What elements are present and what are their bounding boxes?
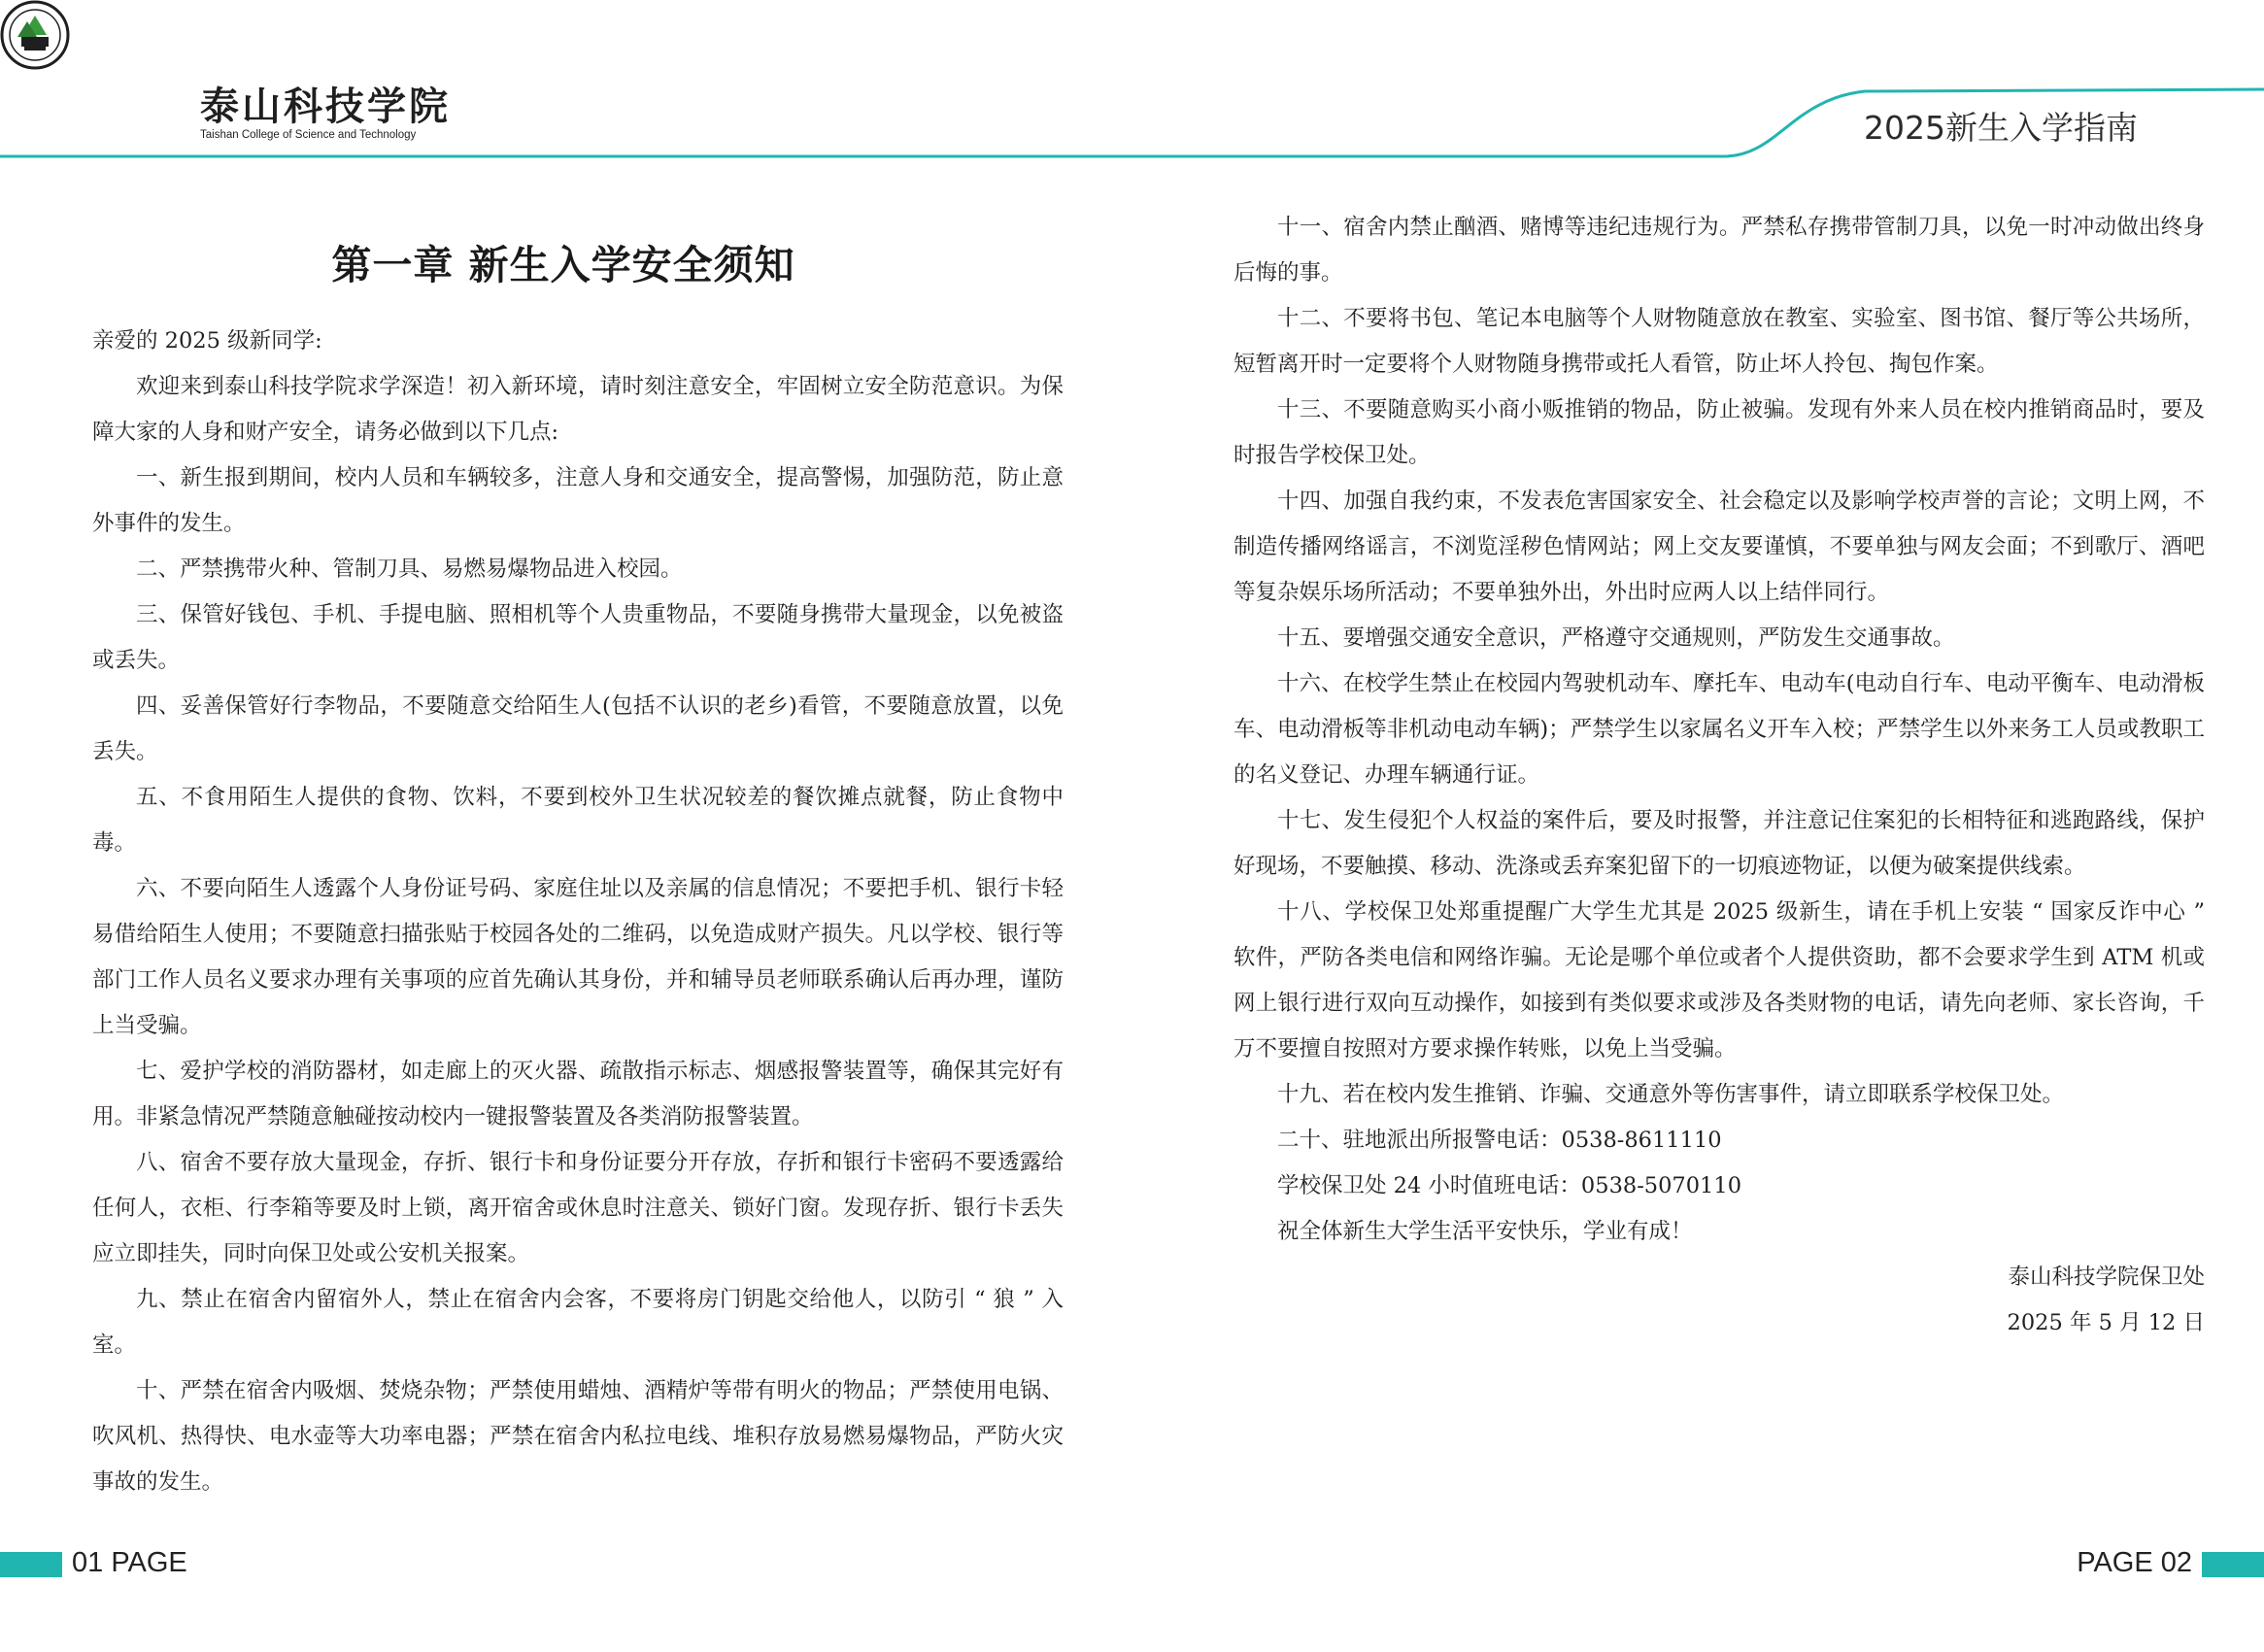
paragraph: 十四、加强自我约束，不发表危害国家安全、社会稳定以及影响学校声誉的言论；文明上网，不制造传播网络谣言，不浏览淫秽色情网站；网上交友要谨慎，不要单独与网友会面；不到歌厅、酒吧等复杂娱乐场所活动；不要单独外出，外出时应两人以上结伴同行。 bbox=[1233, 489, 2205, 605]
school-name-cn: 泰山科技学院 bbox=[200, 84, 451, 129]
paragraph: 二、严禁携带火种、管制刀具、易燃易爆物品进入校园。 bbox=[136, 556, 683, 582]
school-name-en: Taishan College of Science and Technology bbox=[200, 129, 417, 141]
paragraph: 九、禁止在宿舍内留宿外人，禁止在宿舍内会客，不要将房门钥匙交给他人，以防引 “ 狼 ” 入室。 bbox=[92, 1287, 1064, 1358]
paragraph: 十九、若在校内发生推销、诈骗、交通意外等伤害事件，请立即联系学校保卫处。 bbox=[1277, 1082, 2065, 1107]
page-number-left: 01 PAGE bbox=[72, 1547, 187, 1578]
school-seal-icon bbox=[0, 0, 70, 70]
right-text-column bbox=[1233, 205, 2205, 1346]
footer-accent-bar-right bbox=[2202, 1552, 2264, 1577]
paragraph: 十三、不要随意购买小商小贩推销的物品，防止被骗。发现有外来人员在校内推销商品时，要及时报告学校保卫处。 bbox=[1233, 397, 2205, 468]
paragraph: 十、严禁在宿舍内吸烟、焚烧杂物；严禁使用蜡烛、酒精炉等带有明火的物品；严禁使用电锅、吹风机、热得快、电水壶等大功率电器；严禁在宿舍内私拉电线、堆积存放易燃易爆物品，严防火灾事故的发生。 bbox=[92, 1378, 1064, 1495]
hotline-police: 二十、驻地派出所报警电话：0538-8611110 bbox=[1277, 1128, 1722, 1153]
footer-accent-bar-left bbox=[0, 1552, 62, 1577]
paragraph: 十五、要增强交通安全意识，严格遵守交通规则，严防发生交通事故。 bbox=[1277, 625, 1955, 651]
paragraph: 三、保管好钱包、手机、手提电脑、照相机等个人贵重物品，不要随身携带大量现金，以免被盗或丢失。 bbox=[92, 602, 1064, 673]
paragraph: 八、宿舍不要存放大量现金，存折、银行卡和身份证要分开存放，存折和银行卡密码不要透露给任何人，衣柜、行李箱等要及时上锁，离开宿舍或休息时注意关、锁好门窗。发现存折、银行卡丢失应立即挂失，同时向保卫处或公安机关报案。 bbox=[92, 1150, 1064, 1266]
paragraph: 七、爱护学校的消防器材，如走廊上的灭火器、疏散指示标志、烟感报警装置等，确保其完好有用。非紧急情况严禁随意触碰按动校内一键报警装置及各类消防报警装置。 bbox=[92, 1059, 1064, 1129]
chapter-title: 第一章 新生入学安全须知 bbox=[331, 242, 795, 289]
signature: 泰山科技学院保卫处 bbox=[2008, 1264, 2205, 1290]
paragraph: 一、新生报到期间，校内人员和车辆较多，注意人身和交通安全，提高警惕，加强防范，防止意外事件的发生。 bbox=[92, 465, 1064, 536]
paragraph: 十七、发生侵犯个人权益的案件后，要及时报警，并注意记住案犯的长相特征和逃跑路线，保护好现场，不要触摸、移动、洗涤或丢弃案犯留下的一切痕迹物证，以便为破案提供线索。 bbox=[1233, 808, 2205, 879]
page-header bbox=[0, 0, 2264, 170]
date: 2025 年 5 月 12 日 bbox=[2007, 1310, 2205, 1335]
paragraph: 十一、宿舍内禁止酗酒、赌博等违纪违规行为。严禁私存携带管制刀具，以免一时冲动做出终身后悔的事。 bbox=[1233, 215, 2205, 286]
closing-wish: 祝全体新生大学生活平安快乐，学业有成！ bbox=[1277, 1219, 1693, 1244]
paragraph: 六、不要向陌生人透露个人身份证号码、家庭住址以及亲属的信息情况；不要把手机、银行卡轻易借给陌生人使用；不要随意扫描张贴于校园各处的二维码，以免造成财产损失。凡以学校、银行等部门工作人员名义要求办理有关事项的应首先确认其身份，并和辅导员老师联系确认后再办理，谨防上当受骗。 bbox=[92, 876, 1064, 1038]
paragraph: 欢迎来到泰山科技学院求学深造！初入新环境，请时刻注意安全，牢固树立安全防范意识。为保障大家的人身和财产安全，请务必做到以下几点: bbox=[92, 374, 1064, 445]
paragraph: 五、不食用陌生人提供的食物、饮料，不要到校外卫生状况较差的餐饮摊点就餐，防止食物中毒。 bbox=[92, 785, 1064, 856]
page-number-right: PAGE 02 bbox=[2077, 1547, 2192, 1578]
paragraph: 十八、学校保卫处郑重提醒广大学生尤其是 2025 级新生，请在手机上安装 “ 国家反诈中心 ” 软件，严防各类电信和网络诈骗。无论是哪个单位或者个人提供资助，都不会要求学生到 ATM 机或网上银行进行双向互动操作，如接到有类似要求或涉及各类财物的电话，请先向老师、家长咨询，千万不要擅自按照对方要求操作转账，以免上当受骗。 bbox=[1233, 899, 2205, 1062]
hotline-security: 学校保卫处 24 小时值班电话：0538-5070110 bbox=[1277, 1173, 1742, 1198]
greeting: 亲爱的 2025 级新同学: bbox=[92, 328, 322, 354]
guide-title: 2025新生入学指南 bbox=[1864, 109, 2138, 147]
paragraph: 四、妥善保管好行李物品，不要随意交给陌生人(包括不认识的老乡)看管，不要随意放置，以免丢失。 bbox=[92, 693, 1064, 764]
left-text-column bbox=[92, 319, 1064, 1505]
paragraph: 十六、在校学生禁止在校园内驾驶机动车、摩托车、电动车(电动自行车、电动平衡车、电动滑板车、电动滑板等非机动电动车辆)；严禁学生以家属名义开车入校；严禁学生以外来务工人员或教职工的名义登记、办理车辆通行证。 bbox=[1233, 671, 2205, 788]
paragraph: 十二、不要将书包、笔记本电脑等个人财物随意放在教室、实验室、图书馆、餐厅等公共场所，短暂离开时一定要将个人财物随身携带或托人看管，防止坏人拎包、掏包作案。 bbox=[1233, 306, 2205, 377]
